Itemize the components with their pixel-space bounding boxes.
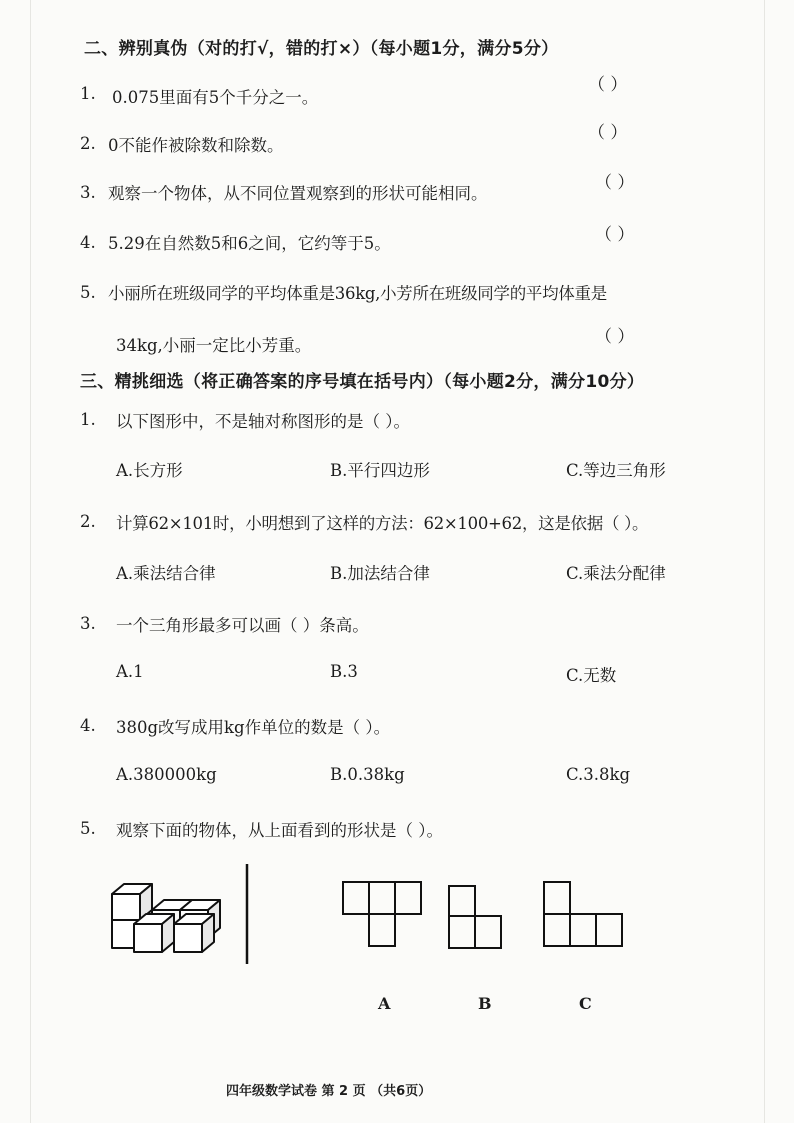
s2-q4-answer-blank[interactable]: （ ） bbox=[595, 225, 635, 245]
s3-q2-option-c[interactable]: C.乘法分配律 bbox=[566, 564, 666, 583]
s3-q2-option-a[interactable]: A.乘法结合律 bbox=[116, 564, 216, 583]
s3-q1-option-b[interactable]: B.平行四边形 bbox=[330, 461, 430, 480]
figure-label-a: A bbox=[378, 994, 391, 1013]
s2-q1-number: 1. bbox=[80, 84, 96, 103]
s3-q4-option-b[interactable]: B.0.38kg bbox=[330, 765, 405, 784]
s2-q2-text: 0不能作被除数和除数。 bbox=[108, 136, 284, 155]
s2-q5-text-continued: 34kg,小丽一定比小芳重。 bbox=[116, 336, 312, 355]
page-edge-right bbox=[764, 0, 765, 1123]
s3-q4-option-a[interactable]: A.380000kg bbox=[116, 765, 217, 784]
s3-q3-option-b[interactable]: B.3 bbox=[330, 662, 358, 681]
s2-q5-answer-blank[interactable]: （ ） bbox=[595, 327, 635, 347]
s2-q5-number: 5. bbox=[80, 283, 96, 302]
s2-q3-text: 观察一个物体，从不同位置观察到的形状可能相同。 bbox=[108, 184, 488, 203]
option-a-shape[interactable] bbox=[343, 882, 421, 946]
s2-q1-answer-blank[interactable]: （ ） bbox=[588, 75, 628, 95]
s2-q4-text: 5.29在自然数5和6之间，它约等于5。 bbox=[108, 234, 391, 253]
s3-q5-number: 5. bbox=[80, 819, 96, 838]
s3-q1-option-a[interactable]: A.长方形 bbox=[116, 461, 183, 480]
s3-q4-number: 4. bbox=[80, 716, 96, 735]
section-3-title: 三、精挑细选（将正确答案的序号填在括号内）（每小题2分，满分10分） bbox=[80, 372, 645, 392]
s3-q3-option-a[interactable]: A.1 bbox=[116, 662, 144, 681]
s3-q2-option-b[interactable]: B.加法结合律 bbox=[330, 564, 430, 583]
s2-q3-answer-blank[interactable]: （ ） bbox=[595, 173, 635, 193]
s3-q5-text: 观察下面的物体，从上面看到的形状是（ ）。 bbox=[116, 821, 443, 840]
cube-stack-drawing bbox=[112, 884, 220, 952]
s3-q3-number: 3. bbox=[80, 614, 96, 633]
s2-q2-number: 2. bbox=[80, 134, 96, 153]
page-edge-left bbox=[30, 0, 31, 1123]
s3-q2-text: 计算62×101时，小明想到了这样的方法：62×100+62，这是依据（ ）。 bbox=[116, 514, 649, 533]
cube-figure bbox=[100, 860, 660, 970]
s3-q4-option-c[interactable]: C.3.8kg bbox=[566, 765, 631, 784]
section-2-title: 二、辨别真伪（对的打√，错的打×）（每小题1分，满分5分） bbox=[84, 39, 559, 59]
figure-label-c: C bbox=[579, 994, 592, 1013]
s2-q4-number: 4. bbox=[80, 233, 96, 252]
s3-q1-option-c[interactable]: C.等边三角形 bbox=[566, 461, 666, 480]
option-b-shape[interactable] bbox=[449, 886, 501, 948]
s3-q3-text: 一个三角形最多可以画（ ）条高。 bbox=[116, 616, 369, 635]
s3-q1-text: 以下图形中，不是轴对称图形的是（ ）。 bbox=[116, 412, 410, 431]
option-c-shape[interactable] bbox=[544, 882, 622, 946]
figure-label-b: B bbox=[478, 994, 492, 1013]
s3-q2-number: 2. bbox=[80, 512, 96, 531]
s2-q5-text: 小丽所在班级同学的平均体重是36kg,小芳所在班级同学的平均体重是 bbox=[108, 284, 607, 303]
s2-q3-number: 3. bbox=[80, 183, 96, 202]
s3-q3-option-c[interactable]: C.无数 bbox=[566, 666, 617, 685]
page-footer: 四年级数学试卷 第 2 页 （共6页） bbox=[226, 1084, 432, 1099]
s3-q1-number: 1. bbox=[80, 410, 96, 429]
s2-q2-answer-blank[interactable]: （ ） bbox=[588, 123, 628, 143]
s2-q1-text: 0.075里面有5个千分之一。 bbox=[112, 88, 319, 107]
s3-q4-text: 380g改写成用kg作单位的数是（ ）。 bbox=[116, 718, 391, 737]
